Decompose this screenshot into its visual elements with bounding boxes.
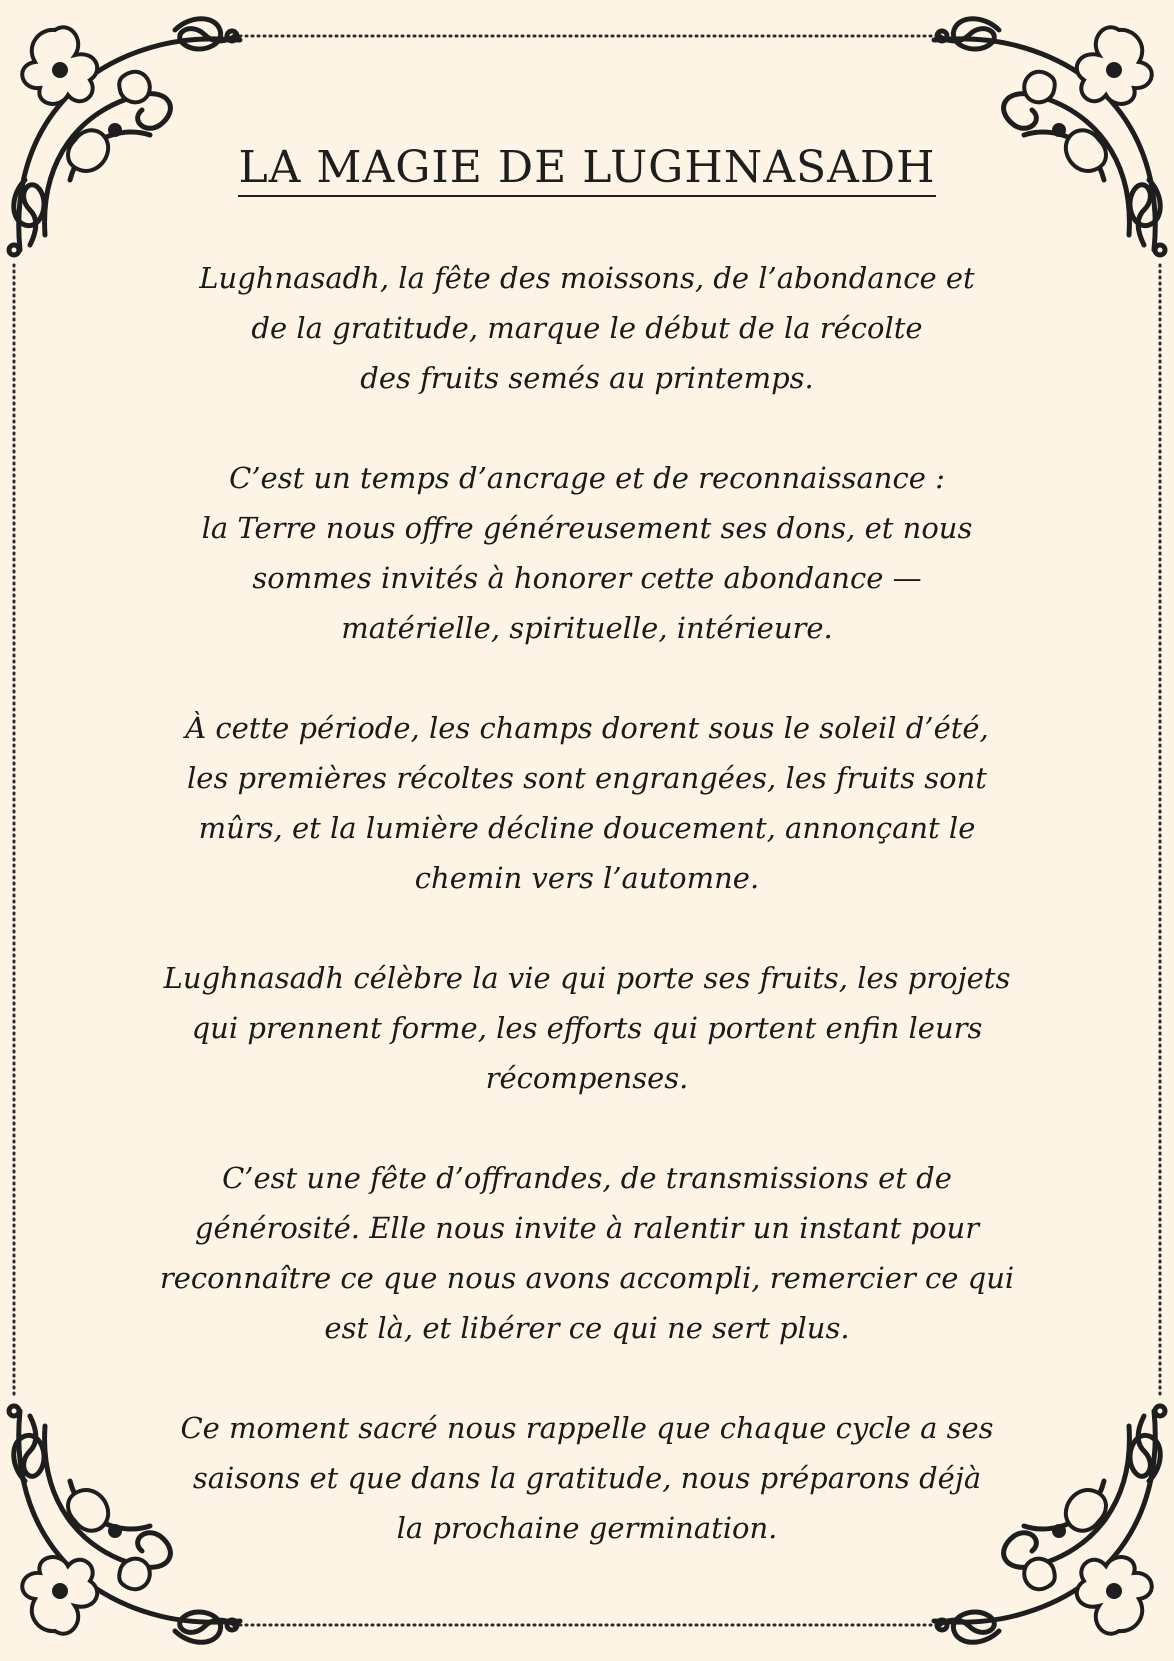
page-title-text: LA MAGIE DE LUGHNASADH (238, 142, 935, 197)
text-line: des fruits semés au printemps. (360, 361, 814, 395)
text-line: saisons et que dans la gratitude, nous préparons déjà (192, 1461, 982, 1495)
text-line: reconnaître ce que nous avons accompli, remercier ce qui (159, 1261, 1015, 1295)
text-line: mûrs, et la lumière décline doucement, annonçant le (198, 811, 976, 845)
text-line: la prochaine germination. (396, 1511, 778, 1545)
paragraph (100, 453, 1074, 653)
paragraph (100, 953, 1074, 1103)
text-line: sommes invités à honorer cette abondance — (252, 561, 922, 595)
body-text (100, 253, 1074, 1603)
text-line: qui prennent forme, les efforts qui portent enfin leurs (191, 1011, 983, 1045)
text-line: Ce moment sacré nous rappelle que chaque cycle a ses (180, 1411, 994, 1445)
text-line: la Terre nous offre généreusement ses dons, et nous (201, 511, 973, 545)
corner-ornament-icon (924, 0, 1174, 270)
paragraph (100, 1153, 1074, 1353)
text-line: C’est un temps d’ancrage et de reconnaissance : (229, 461, 945, 495)
text-line: est là, et libérer ce qui ne sert plus. (324, 1311, 850, 1345)
corner-ornament-icon (0, 0, 250, 270)
text-line: générosité. Elle nous invite à ralentir un instant pour (194, 1211, 980, 1245)
text-line: les premières récoltes sont engrangées, les fruits sont (187, 761, 987, 795)
text-line: chemin vers l’automne. (414, 861, 760, 895)
page-title (0, 142, 1174, 193)
text-line: Lughnasadh célèbre la vie qui porte ses fruits, les projets (163, 961, 1011, 995)
text-line: matérielle, spirituelle, intérieure. (341, 611, 833, 645)
paragraph (100, 253, 1074, 403)
text-line: récompenses. (485, 1061, 689, 1095)
text-line: Lughnasadh, la fête des moissons, de l’abondance et (199, 261, 975, 295)
text-line: À cette période, les champs dorent sous le soleil d’été, (185, 711, 989, 745)
paragraph (100, 1403, 1074, 1553)
text-line: de la gratitude, marque le début de la récolte (251, 311, 923, 345)
text-line: C’est une fête d’offrandes, de transmissions et de (222, 1161, 952, 1195)
paragraph (100, 703, 1074, 903)
